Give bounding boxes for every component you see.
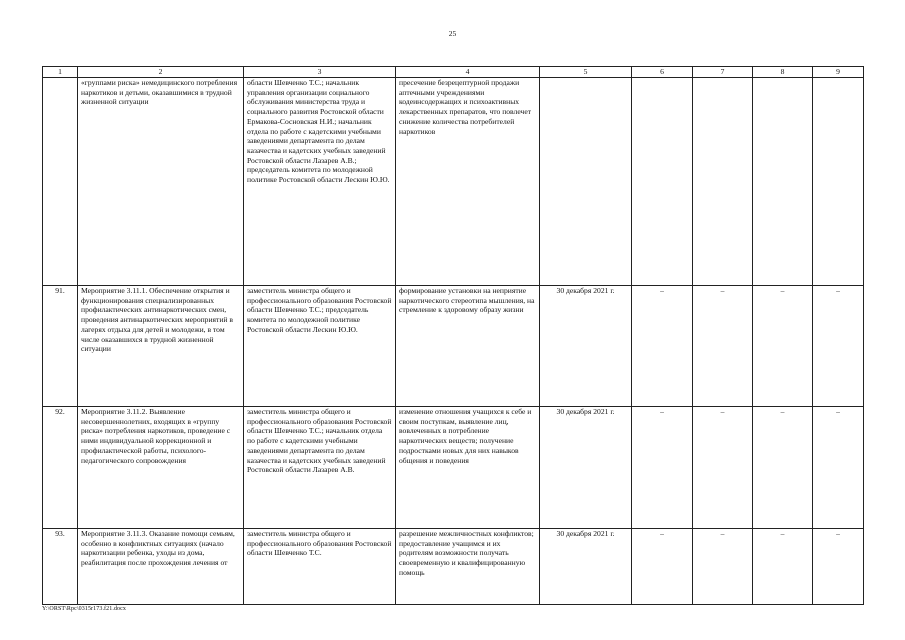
event-cell: «группами риска» немедицинского потребления наркотиков и детьми, оказавшимися в трудной жизненной ситуации (78, 78, 244, 286)
file-path-footer: Y:\ORST\Rpc\0315r173.f21.docx (42, 606, 127, 612)
value-cell: – (693, 286, 753, 407)
value-cell (632, 78, 693, 286)
value-cell (813, 78, 864, 286)
column-header: 1 (43, 67, 78, 78)
value-cell: – (632, 407, 693, 529)
value-cell: – (813, 407, 864, 529)
value-cell: – (813, 529, 864, 605)
value-cell: – (813, 286, 864, 407)
responsible-cell: заместитель министра общего и профессионального образования Ростовской области Шевченко Т.С. (244, 529, 396, 605)
value-cell: – (753, 407, 813, 529)
column-header: 2 (78, 67, 244, 78)
result-cell: пресечение безрецептурной продажи аптечными учреждениями кодеинсодержащих и психоактивных лекарственных препаратов, что повлечет снижение количества потребителей наркотиков (396, 78, 540, 286)
event-cell: Мероприятие 3.11.3. Оказание помощи семьям, особенно в конфликтных ситуациях (начало наркотизации ребенка, уходы из дома, реабилитация после прохождения лечения от (78, 529, 244, 605)
result-cell: изменение отношения учащихся к себе и своим поступкам, выявление лиц, вовлеченных в потребление наркотических веществ; получение подростками новых для них навыков общения и поведения (396, 407, 540, 529)
table-row (43, 78, 864, 286)
measures-table (42, 66, 864, 605)
value-cell: – (693, 407, 753, 529)
row-number: 91. (43, 286, 78, 407)
value-cell (753, 78, 813, 286)
value-cell: – (632, 286, 693, 407)
responsible-cell: заместитель министра общего и профессионального образования Ростовской области Шевченко Т.С.; начальник отдела по работе с кадетскими учебными заведениями департамента по делам казачества и кадетских учебных заведений Ростовской области Лазарев А.В. (244, 407, 396, 529)
column-header: 3 (244, 67, 396, 78)
value-cell: – (693, 529, 753, 605)
event-cell: Мероприятие 3.11.2. Выявление несовершеннолетних, входящих в «группу риска» потребления наркотиков, проведение с ними индивидуальной коррекционной и профилактической работы, психолого-педагогического сопровождения (78, 407, 244, 529)
responsible-cell: заместитель министра общего и профессионального образования Ростовской области Шевченко Т.С.; председатель комитета по молодежной политике Ростовской области Лескин Ю.Ю. (244, 286, 396, 407)
date-cell (540, 78, 632, 286)
table-row (43, 529, 864, 605)
column-header: 7 (693, 67, 753, 78)
value-cell: – (753, 286, 813, 407)
table-row (43, 286, 864, 407)
column-header: 5 (540, 67, 632, 78)
column-header: 6 (632, 67, 693, 78)
column-header: 4 (396, 67, 540, 78)
date-cell: 30 декабря 2021 г. (540, 407, 632, 529)
date-cell: 30 декабря 2021 г. (540, 529, 632, 605)
table-row (43, 407, 864, 529)
row-number: 93. (43, 529, 78, 605)
result-cell: формирование установки на неприятие наркотического стереотипа мышления, на стремление к здоровому образу жизни (396, 286, 540, 407)
page-number: 25 (448, 29, 457, 38)
event-cell: Мероприятие 3.11.1. Обеспечение открытия и функционирования специализированных профилактических антинаркотических смен, проведения антинаркотических мероприятий в лагерях отдыха для детей и молодежи, в том числе оказавшихся в трудной жизненной ситуации (78, 286, 244, 407)
date-cell: 30 декабря 2021 г. (540, 286, 632, 407)
result-cell: разрешение межличностных конфликтов; предоставление учащимся и их родителям возможности получать своевременную и квалифицированную помощь (396, 529, 540, 605)
value-cell: – (632, 529, 693, 605)
column-header: 8 (753, 67, 813, 78)
row-number (43, 78, 78, 286)
row-number: 92. (43, 407, 78, 529)
responsible-cell: области Шевченко Т.С.; начальник управления организации социального обслуживания министерства труда и социального развития Ростовской области Ермакова-Сосновская Н.И.; начальник отдела по работе с кадетскими учебными заведениями департамента по делам казачества и кадетских учебных заведений Ростовской области Лазарев А.В.; председатель комитета по молодежной политике Ростовской области Лескин Ю.Ю. (244, 78, 396, 286)
header-row (43, 67, 864, 78)
value-cell (693, 78, 753, 286)
value-cell: – (753, 529, 813, 605)
column-header: 9 (813, 67, 864, 78)
